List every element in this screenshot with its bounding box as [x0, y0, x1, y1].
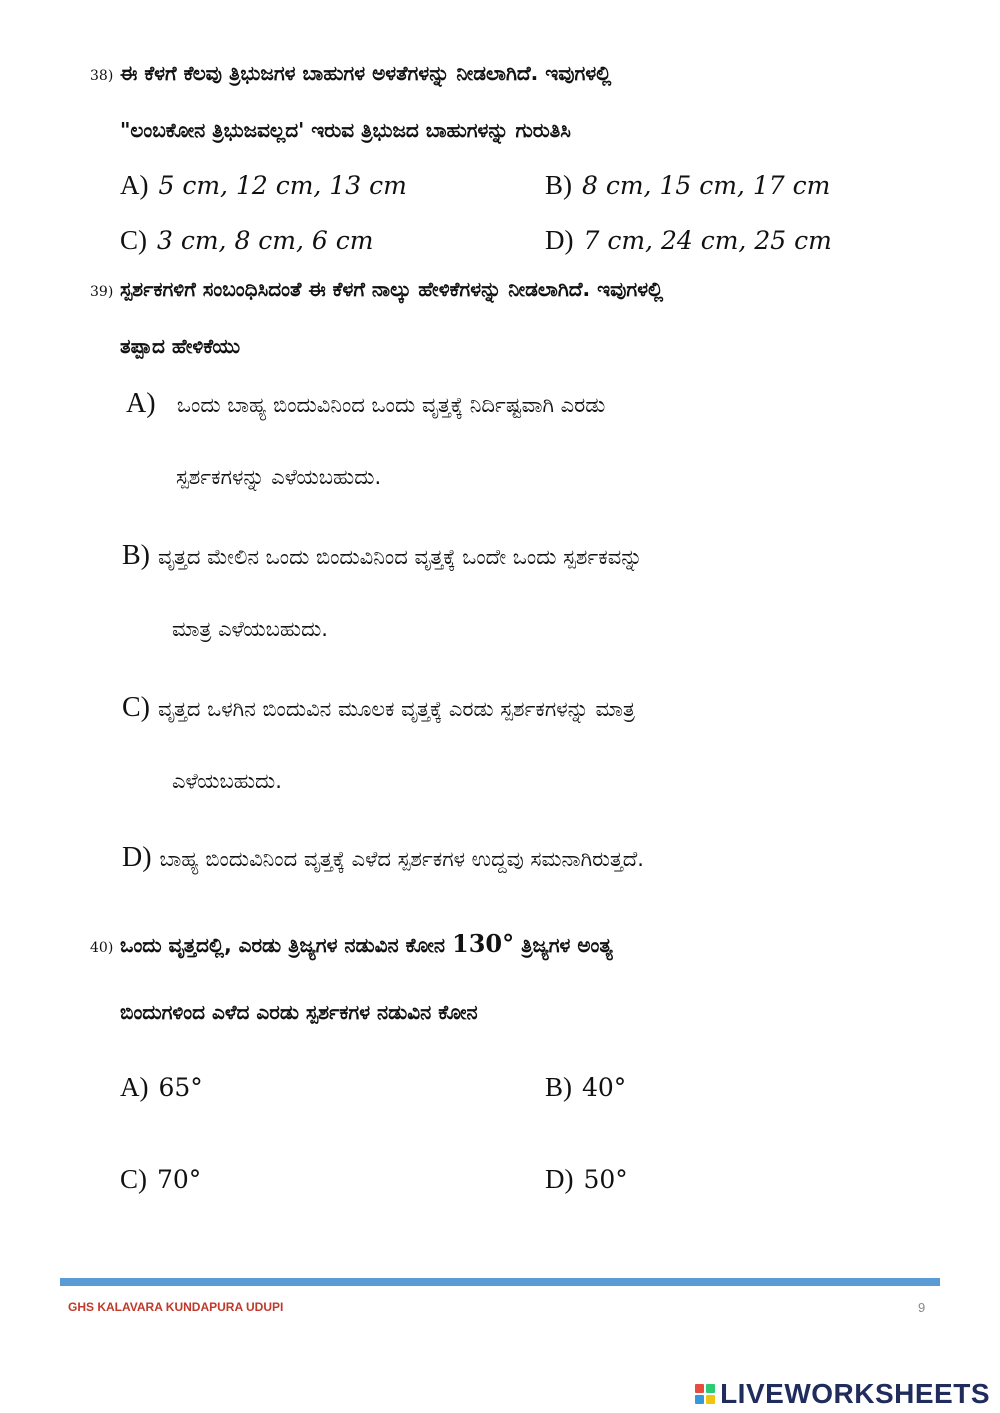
option-label: B)	[545, 170, 572, 200]
option-c[interactable]	[120, 225, 373, 256]
question-number: 39)	[90, 284, 114, 300]
option-label: B)	[545, 1072, 572, 1102]
statement-line-1: ವೃತ್ತದ ಮೇಲಿನ ಒಂದು ಬಿಂದುವಿನಿಂದ ವೃತ್ತಕ್ಕೆ ಒಂದೇ ಒಂದು ಸ್ಪರ್ಶಕವನ್ನು	[158, 545, 643, 569]
option-text: 7 cm, 24 cm, 25 cm	[583, 226, 832, 255]
option-text: 65°	[158, 1073, 203, 1102]
logo-square	[706, 1395, 715, 1404]
option-a[interactable]	[120, 1072, 203, 1103]
option-label: B)	[122, 540, 150, 571]
option-text: 3 cm, 8 cm, 6 cm	[157, 226, 374, 255]
option-c[interactable]	[120, 1164, 201, 1195]
statement-line-2: ಎಳೆಯಬಹುದು.	[172, 769, 282, 793]
liveworksheets-brand[interactable]	[695, 1378, 990, 1410]
question-text-line-1b: ತ್ರಿಜ್ಯಗಳ ಅಂತ್ಯ	[521, 933, 613, 957]
statement-a[interactable]	[126, 368, 938, 513]
statement-line-1: ಬಾಹ್ಯ ಬಿಂದುವಿನಿಂದ ವೃತ್ತಕ್ಕೆ ಎಳೆದ ಸ್ಪರ್ಶಕಗಳ ಉದ್ದವು ಸಮನಾಗಿರುತ್ತದೆ.	[159, 847, 644, 871]
option-label: D)	[545, 1164, 574, 1194]
question-40	[90, 912, 940, 1044]
question-text-line-2: "ಲಂಬಕೋನ ತ್ರಿಭುಜವಲ್ಲದ' ಇರುವ ತ್ರಿಭುಜದ ಬಾಹುಗಳನ್ನು ಗುರುತಿಸಿ	[120, 118, 571, 142]
page-number: 9	[918, 1300, 926, 1315]
option-label: C)	[120, 1164, 147, 1194]
option-label: D)	[122, 842, 152, 873]
brand-name: LIVEWORKSHEETS	[720, 1378, 990, 1409]
question-text-line-2: ತಪ್ಪಾದ ಹೇಳಿಕೆಯು	[120, 334, 241, 358]
question-39	[90, 262, 940, 373]
statement-d[interactable]	[122, 822, 938, 895]
question-38	[90, 46, 940, 157]
statement-b[interactable]	[122, 520, 938, 665]
logo-square	[706, 1384, 715, 1393]
option-d[interactable]	[545, 225, 832, 256]
option-label: D)	[545, 225, 574, 255]
question-text-line-1a: ಒಂದು ವೃತ್ತದಲ್ಲಿ, ಎರಡು ತ್ರಿಜ್ಯಗಳ ನಡುವಿನ ಕೋನ	[120, 933, 446, 957]
option-label: C)	[120, 225, 147, 255]
logo-square	[695, 1395, 704, 1404]
statement-line-2: ಸ್ಪರ್ಶಕಗಳನ್ನು ಎಳೆಯಬಹುದು.	[176, 465, 382, 489]
option-text: 8 cm, 15 cm, 17 cm	[582, 171, 831, 200]
question-number: 38)	[90, 68, 114, 84]
option-text: 40°	[582, 1073, 627, 1102]
option-a[interactable]	[120, 170, 407, 201]
option-d[interactable]	[545, 1164, 628, 1195]
option-b[interactable]	[545, 170, 830, 201]
angle-value: 130°	[452, 929, 515, 958]
option-b[interactable]	[545, 1072, 626, 1103]
question-text-line-1: ಸ್ಪರ್ಶಕಗಳಿಗೆ ಸಂಬಂಧಿಸಿದಂತೆ ಈ ಕೆಳಗೆ ನಾಲ್ಕು ಹೇಳಿಕೆಗಳನ್ನು ನೀಡಲಾಗಿದೆ. ಇವುಗಳಲ್ಲಿ	[120, 277, 664, 301]
statement-line-1: ವೃತ್ತದ ಒಳಗಿನ ಬಿಂದುವಿನ ಮೂಲಕ ವೃತ್ತಕ್ಕೆ ಎರಡು ಸ್ಪರ್ಶಕಗಳನ್ನು ಮಾತ್ರ	[158, 697, 635, 721]
option-label: A)	[120, 1072, 149, 1102]
option-text: 50°	[583, 1165, 628, 1194]
footer-school-name: GHS KALAVARA KUNDAPURA UDUPI	[68, 1300, 284, 1314]
question-text-line-2: ಬಿಂದುಗಳಿಂದ ಎಳೆದ ಎರಡು ಸ್ಪರ್ಶಕಗಳ ನಡುವಿನ ಕೋನ	[120, 1000, 478, 1024]
logo-square	[695, 1384, 704, 1393]
option-text: 5 cm, 12 cm, 13 cm	[158, 171, 407, 200]
option-label: A)	[120, 170, 149, 200]
statement-c[interactable]	[122, 672, 938, 817]
option-label: A)	[126, 388, 156, 419]
liveworksheets-logo-icon	[695, 1384, 715, 1404]
footer-divider	[60, 1278, 940, 1286]
statement-line-2: ಮಾತ್ರ ಎಳೆಯಬಹುದು.	[172, 617, 328, 641]
question-text-line-1: ಈ ಕೆಳಗೆ ಕೆಲವು ತ್ರಿಭುಜಗಳ ಬಾಹುಗಳ ಅಳತೆಗಳನ್ನು ನೀಡಲಾಗಿದೆ. ಇವುಗಳಲ್ಲಿ	[120, 61, 612, 85]
option-text: 70°	[157, 1165, 202, 1194]
option-label: C)	[122, 692, 150, 723]
statement-line-1: ಒಂದು ಬಾಹ್ಯ ಬಿಂದುವಿನಿಂದ ಒಂದು ವೃತ್ತಕ್ಕೆ ನಿರ್ದಿಷ್ಟವಾಗಿ ಎರಡು	[176, 393, 606, 417]
question-number: 40)	[90, 940, 114, 956]
